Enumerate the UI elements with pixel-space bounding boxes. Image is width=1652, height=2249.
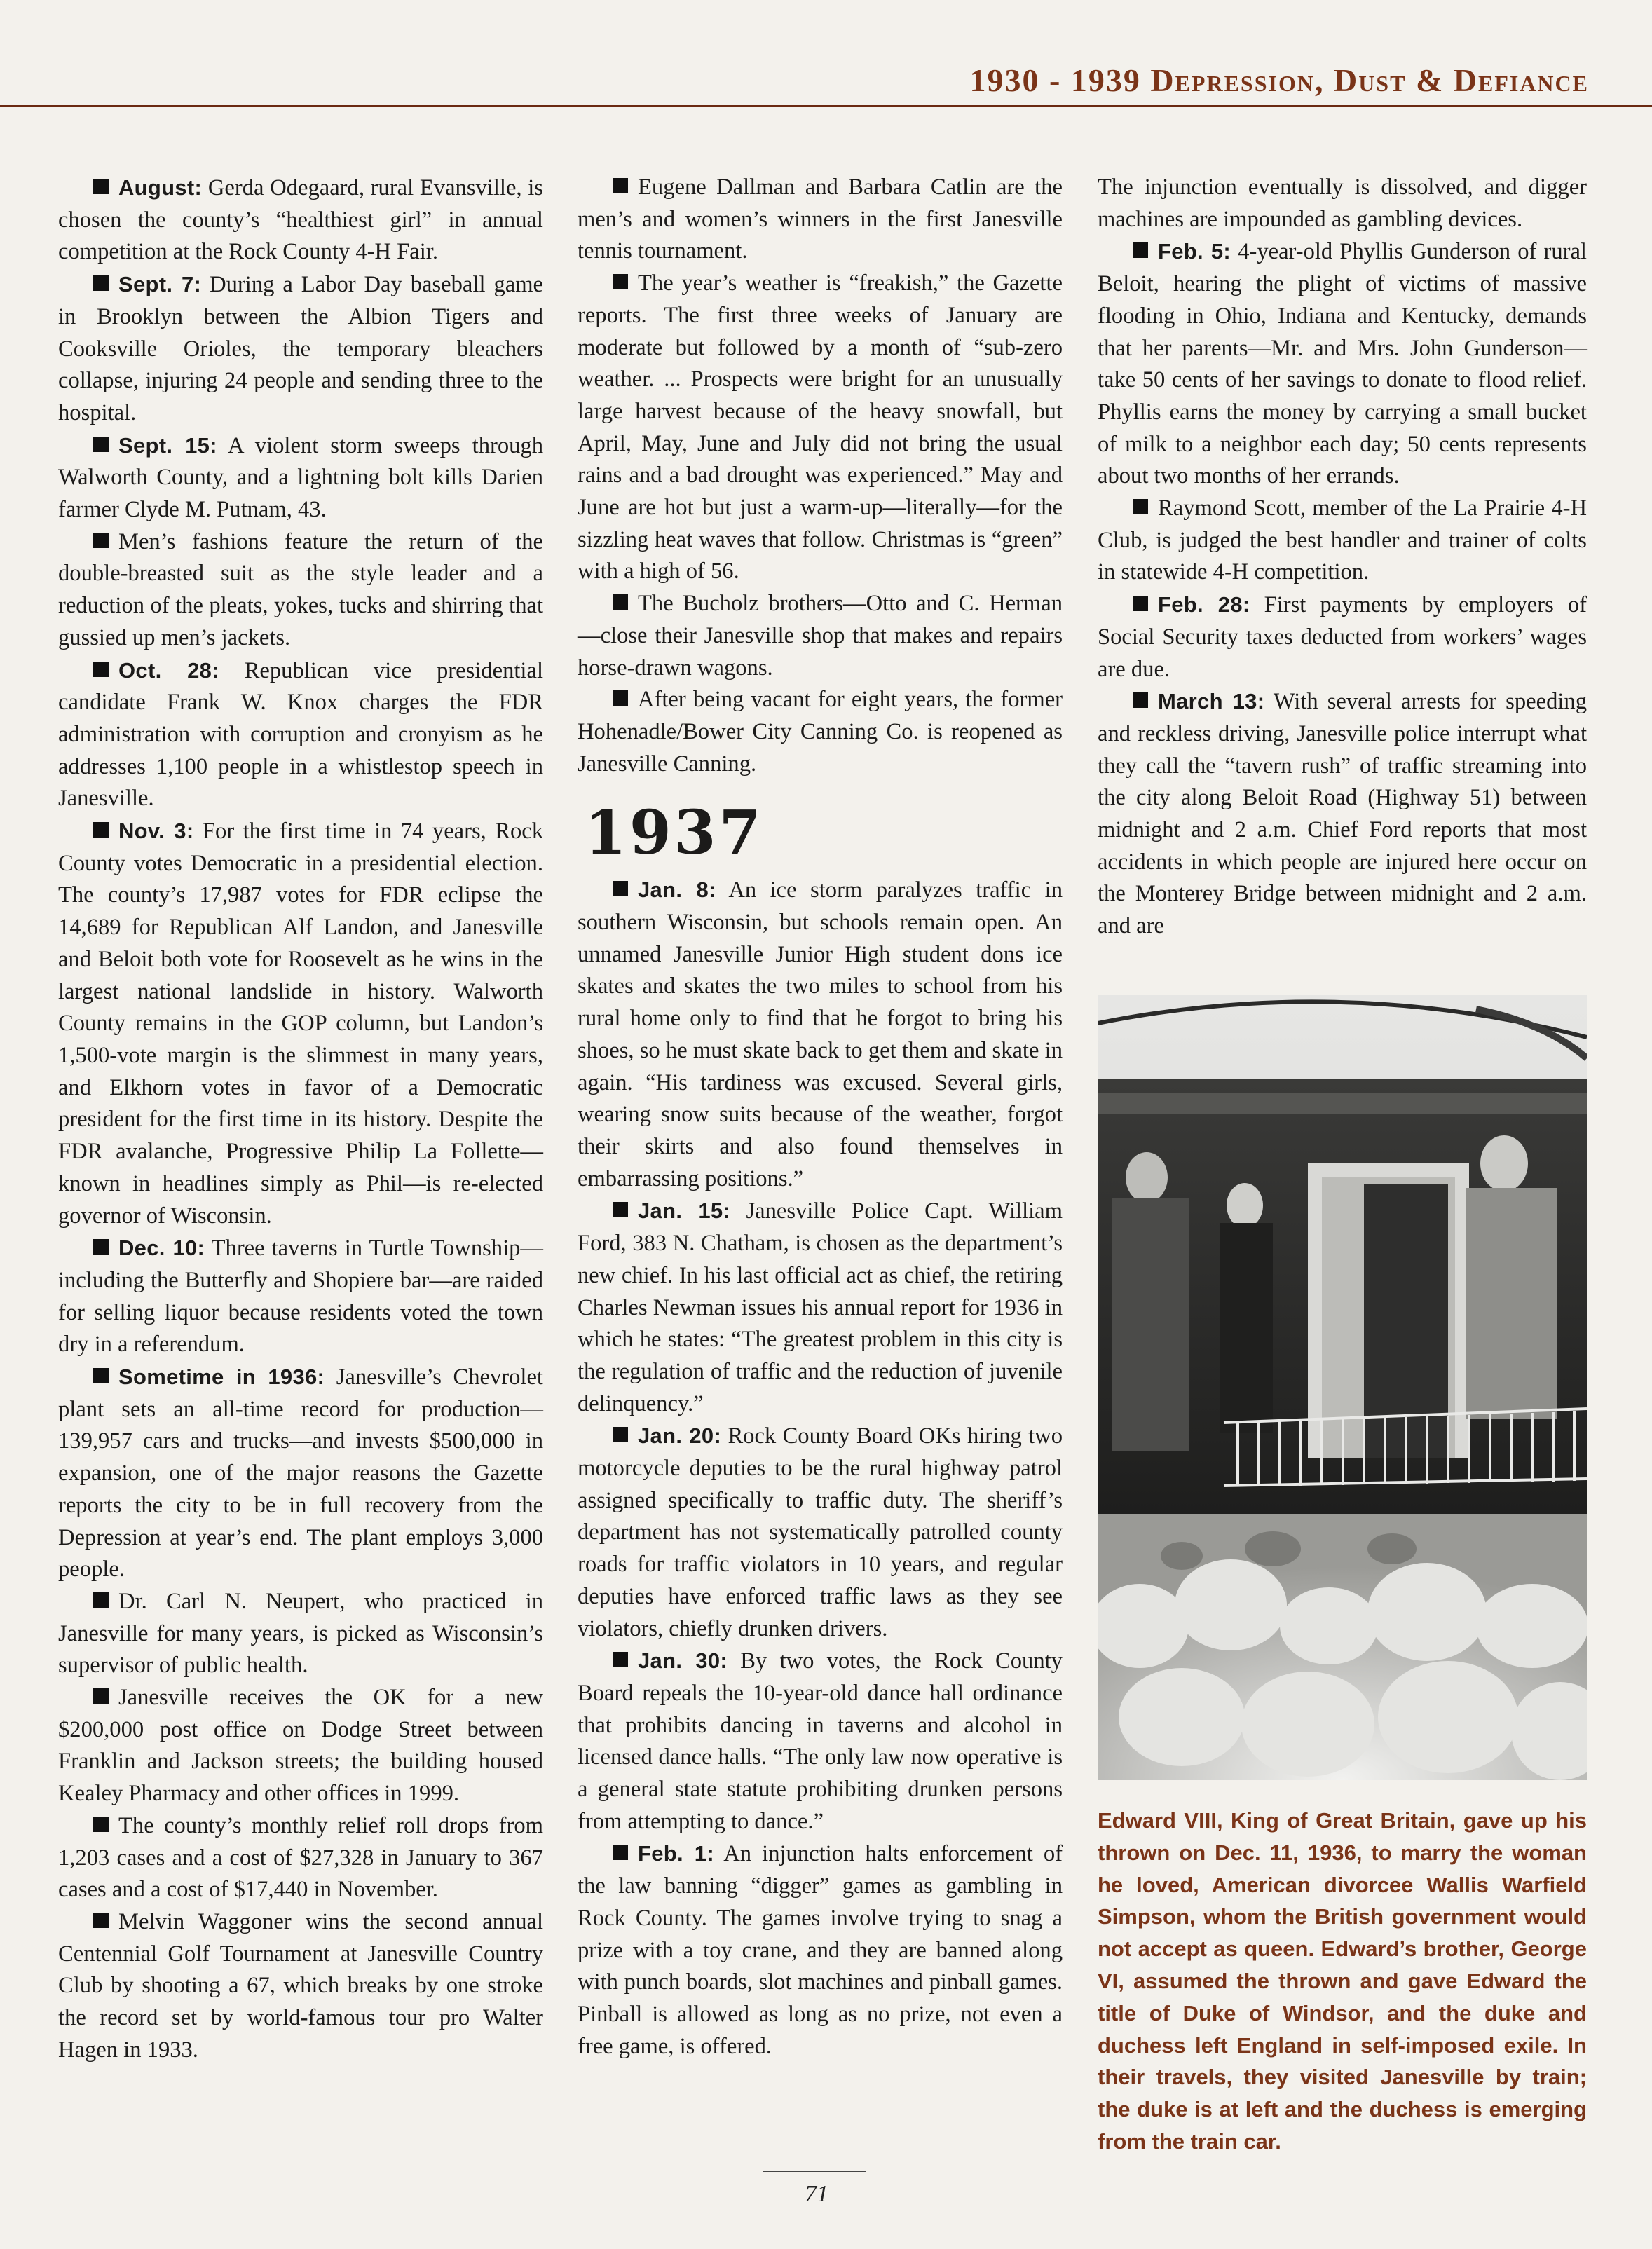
column-2-bottom bbox=[578, 874, 1063, 2063]
entry-text: Men’s fashions feature the return of the double-breasted suit as the style leader and a reduction of the pleats, yokes, tucks and shirring that gussied up men’s jackets. bbox=[58, 528, 543, 650]
running-header: 1930 - 1939 Depression, Dust & Defiance bbox=[969, 62, 1589, 98]
entry-text: Republican vice presidential candidate Frank W. Knox charges the FDR administration with corruption and cronyism as he addresses 1,100 people in a whistlestop speech in Janesville. bbox=[58, 657, 543, 812]
year-heading: 1937 bbox=[585, 798, 764, 869]
entry-date: Jan. 15: bbox=[638, 1198, 731, 1224]
square-bullet-icon bbox=[93, 822, 109, 838]
entry-text: The year’s weather is “freakish,” the Gazette reports. The first three weeks of January are moderate but followed by a month of “sub-zero weather. ... Prospects were bright for an unusually large harvest because of the heavy snowfall, but April, May, June and July did not bring the usual rains and a bad drought was experienced.” May and June are hot but just a warm-up—literally—for the sizzling heat waves that follow. Christmas is “green” with a high of 56. bbox=[578, 271, 1063, 585]
square-bullet-icon bbox=[613, 690, 628, 706]
entry-text: The county’s monthly relief roll drops from 1,203 cases and a cost of $27,328 in January to 367 cases and a cost of $17,440 in November. bbox=[58, 1812, 543, 1903]
square-bullet-icon bbox=[93, 533, 109, 548]
entry bbox=[1098, 685, 1587, 943]
entry-text: A violent storm sweeps through Walworth County, and a lightning bolt kills Darien farmer Clyde M. Putnam, 43. bbox=[58, 432, 543, 523]
entry bbox=[578, 684, 1063, 780]
entry bbox=[578, 172, 1063, 268]
square-bullet-icon bbox=[613, 594, 628, 610]
entry-text: 4-year-old Phyllis Gunderson of rural Beloit, hearing the plight of victims of massive flooding in Ohio, Indiana and Kentucky, demands that her parents—Mr. and Mrs. John Gunderson—take 50 cents of her savings to donate to flood relief. Phyllis earns the money by carrying a small bucket of milk to a neighbor each day; 50 cents represents about two months of her errands. bbox=[1098, 239, 1587, 489]
entry-text: An injunction halts enforcement of the law banning “digger” games as gambling in Rock County. The games involve trying to snag a prize with a toy crane, and they are banned along with punch boards, slot machines and pinball games. Pinball is allowed as long as no prize, not even a free game, is offered. bbox=[578, 1841, 1063, 2059]
column-2-top bbox=[578, 172, 1063, 780]
entry bbox=[578, 1838, 1063, 2063]
column-3 bbox=[1098, 172, 1587, 943]
entry-date: Jan. 8: bbox=[638, 877, 716, 903]
header-rule bbox=[0, 105, 1652, 107]
page-number-rule bbox=[763, 2171, 866, 2172]
entry-text: Janesville receives the OK for a new $200,000 post office on Dodge Street between Franklin and Jackson streets; the building housed Kealey Pharmacy and other offices in 1999. bbox=[58, 1685, 543, 1807]
entry-date: Feb. 1: bbox=[638, 1841, 714, 1866]
entry-text: The injunction eventually is dissolved, and digger machines are impounded as gambling devices. bbox=[1098, 175, 1587, 232]
entry-text: The Bucholz brothers—Otto and C. Herman—close their Janesville shop that makes and repairs horse-drawn wagons. bbox=[578, 591, 1063, 681]
entry-text: With several arrests for speeding and reckless driving, Janesville police interrupt what they call the “tavern rush” of traffic streaming into the city along Beloit Road (Highway 51) between midnight and 2 a.m. Chief Ford reports that most accidents in which people are injured here occur on the Monterey Bridge between midnight and 2 a.m. and are bbox=[1098, 689, 1587, 939]
square-bullet-icon bbox=[93, 275, 109, 291]
entry bbox=[1098, 235, 1587, 493]
entry bbox=[58, 1682, 543, 1810]
entry bbox=[58, 1361, 543, 1586]
square-bullet-icon bbox=[93, 1913, 109, 1928]
square-bullet-icon bbox=[613, 178, 628, 193]
entry-text: For the first time in 74 years, Rock County votes Democratic in a presidential election. The county’s 17,987 votes for FDR eclipse the 14,689 for Republican Alf Landon, and Janesville and Beloit both vote for Roosevelt as he wins in the largest national landslide in history. Walworth County remains in the GOP column, but Landon’s 1,500-vote margin is the slimmest in many years, and Elkhorn votes in favor of a Democratic president for the first time in its history. Despite the FDR avalanche, Progressive Philip La Follette—known in headlines simply as Phil—is re-elected governor of Wisconsin. bbox=[58, 819, 543, 1229]
square-bullet-icon bbox=[1133, 596, 1148, 611]
entry-date: Oct. 28: bbox=[118, 657, 219, 683]
photo-caption: Edward VIII, King of Great Britain, gave up his thrown on Dec. 11, 1936, to marry the woman he loved, American divorcee Wallis Warfield Simpson, whom the British government would not accept as queen. Edward’s brother, George VI, assumed the thrown and gave Edward the title of Duke of Windsor, and the duke and duchess left England in self-imposed exile. In their travels, they visited Janesville by train; the duke is at left and the duchess is emerging from the train car. bbox=[1098, 1808, 1587, 2154]
square-bullet-icon bbox=[93, 179, 109, 194]
entry-text: Dr. Carl N. Neupert, who practiced in Janesville for many years, is picked as Wisconsin’s supervisor of public health. bbox=[58, 1588, 543, 1679]
entry bbox=[58, 526, 543, 655]
square-bullet-icon bbox=[1133, 499, 1148, 514]
entry-date: Sometime in 1936: bbox=[118, 1365, 325, 1390]
entry-date: Sept. 7: bbox=[118, 272, 202, 297]
entry-text: Three taverns in Turtle Township—including the Butterfly and Shopiere bar—are raided for selling liquor because residents voted the town dry in a referendum. bbox=[58, 1236, 543, 1358]
entry-text: Janesville Police Capt. William Ford, 383 N. Chatham, is chosen as the department’s new chief. In his last official act as chief, the retiring Charles Newman issues his annual report for 1936 in which he states: “The greatest problem in this city is the regulation of traffic and the reduction of juvenile delinquency.” bbox=[578, 1198, 1063, 1416]
entry-text: After being vacant for eight years, the former Hohenadle/Bower City Canning Co. is reopened as Janesville Canning. bbox=[578, 687, 1063, 777]
entry-text: Melvin Waggoner wins the second annual Centennial Golf Tournament at Janesville Country Club by shooting a 67, which breaks by one stroke the record set by world-famous tour pro Walter Hagen in 1933. bbox=[58, 1908, 543, 2063]
entry bbox=[1098, 172, 1587, 235]
entry bbox=[58, 1586, 543, 1682]
entry bbox=[58, 268, 543, 430]
column-1 bbox=[58, 172, 543, 2066]
entry-text: First payments by employers of Social Security taxes deducted from workers’ wages are due. bbox=[1098, 592, 1587, 682]
entry bbox=[58, 1810, 543, 1906]
entry-date: Nov. 3: bbox=[118, 819, 194, 844]
entry-date: Sept. 15: bbox=[118, 432, 217, 458]
entry-text: Rock County Board OKs hiring two motorcycle deputies to be the rural highway patrol assigned specifically to traffic duty. The sheriff’s department has not systematically patrolled county roads for traffic violators in 10 years, and regular deputies have enforced traffic laws as they see violators, chiefly drunken drivers. bbox=[578, 1423, 1063, 1641]
entry-date: Jan. 20: bbox=[638, 1423, 722, 1449]
entry-date: Dec. 10: bbox=[118, 1236, 205, 1261]
entry-text: Janesville’s Chevrolet plant sets an all-time record for production—139,957 cars and trucks—and invests $500,000 in expansion, one of the major reasons the Gazette reports the city to be in full recovery from the Depression at year’s end. The plant employs 3,000 people. bbox=[58, 1365, 543, 1582]
square-bullet-icon bbox=[613, 274, 628, 289]
square-bullet-icon bbox=[613, 1427, 628, 1442]
entry bbox=[58, 172, 543, 268]
entry-date: August: bbox=[118, 175, 203, 200]
entry bbox=[578, 588, 1063, 684]
square-bullet-icon bbox=[93, 662, 109, 677]
square-bullet-icon bbox=[613, 1845, 628, 1860]
square-bullet-icon bbox=[93, 437, 109, 452]
column-2 bbox=[578, 172, 1063, 2063]
square-bullet-icon bbox=[93, 1239, 109, 1255]
square-bullet-icon bbox=[93, 1368, 109, 1383]
entry-text: An ice storm paralyzes traffic in southern Wisconsin, but schools remain open. An unnamed Janesville Junior High student dons ice skates and skates the two miles to school from his rural home only to find that he forgot to bring his shoes, so he must skate back to get them and skate in again. “His tardiness was excused. Several girls, wearing snow suits because of the weather, forgot their skirts and also found themselves in embarrassing positions.” bbox=[578, 877, 1063, 1191]
square-bullet-icon bbox=[93, 1688, 109, 1704]
entry bbox=[58, 1232, 543, 1361]
entry bbox=[578, 1195, 1063, 1420]
entry bbox=[58, 815, 543, 1232]
square-bullet-icon bbox=[93, 1817, 109, 1832]
train-photo bbox=[1098, 995, 1587, 1780]
entry-text: During a Labor Day baseball game in Brooklyn between the Albion Tigers and Cooksville Orioles, the temporary bleachers collapse, injuring 24 people and sending three to the hospital. bbox=[58, 272, 543, 425]
page-number: 71 bbox=[805, 2181, 828, 2207]
entry-date: Jan. 30: bbox=[638, 1648, 728, 1674]
entry bbox=[58, 430, 543, 526]
square-bullet-icon bbox=[93, 1592, 109, 1608]
entry-text: Raymond Scott, member of the La Prairie 4-H Club, is judged the best handler and trainer of colts in statewide 4-H competition. bbox=[1098, 495, 1587, 585]
entry-date: Feb. 28: bbox=[1158, 592, 1250, 617]
entry-text: Gerda Odegaard, rural Evansville, is chosen the county’s “healthiest girl” in annual competition at the Rock County 4-H Fair. bbox=[58, 175, 543, 265]
entry bbox=[58, 655, 543, 816]
square-bullet-icon bbox=[1133, 242, 1148, 258]
entry bbox=[578, 1645, 1063, 1838]
entry-text: By two votes, the Rock County Board repeals the 10-year-old dance hall ordinance that prohibits dancing in taverns and alcohol in licensed dance halls. “The only law now operative is a general state statute prohibiting drunken persons from attempting to dance.” bbox=[578, 1648, 1063, 1834]
entry bbox=[578, 268, 1063, 588]
entry bbox=[58, 1906, 543, 2067]
square-bullet-icon bbox=[613, 1202, 628, 1217]
entry-text: Eugene Dallman and Barbara Catlin are the men’s and women’s winners in the first Janesville tennis tournament. bbox=[578, 175, 1063, 264]
entry bbox=[1098, 589, 1587, 685]
square-bullet-icon bbox=[613, 1652, 628, 1667]
square-bullet-icon bbox=[1133, 692, 1148, 708]
entry bbox=[578, 874, 1063, 1195]
entry bbox=[578, 1420, 1063, 1645]
square-bullet-icon bbox=[613, 881, 628, 896]
entry bbox=[1098, 493, 1587, 589]
entry-date: March 13: bbox=[1158, 689, 1265, 714]
entry-date: Feb. 5: bbox=[1158, 239, 1231, 264]
